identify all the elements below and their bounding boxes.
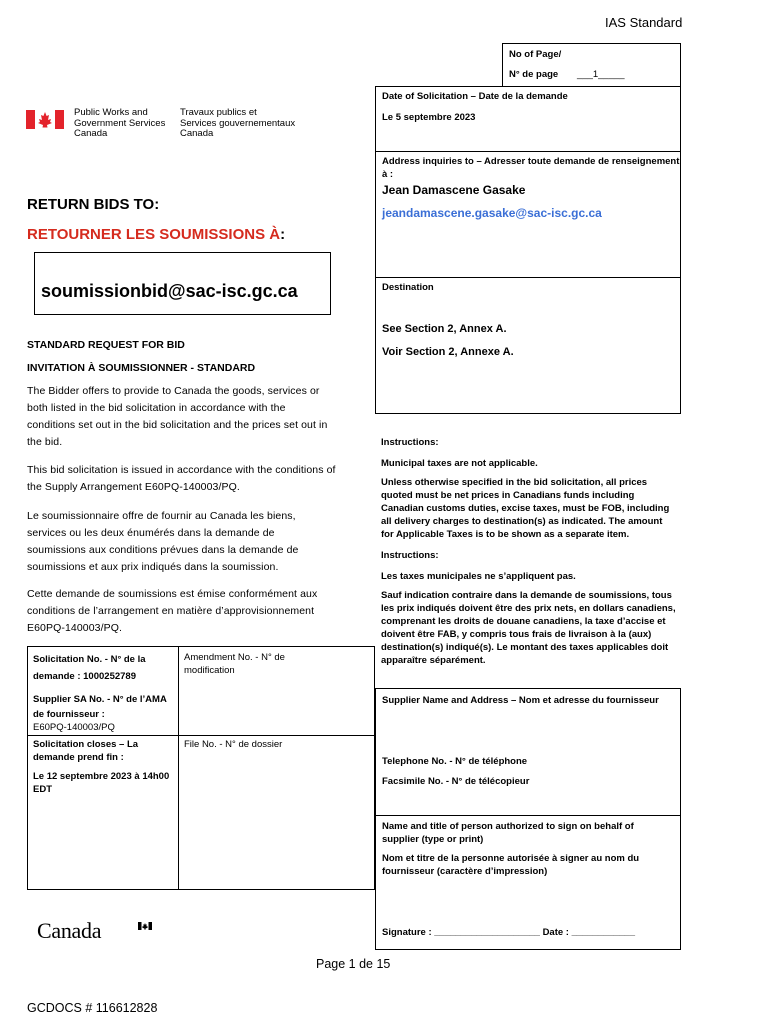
logo-fr-line2: Services gouvernementaux xyxy=(180,117,296,129)
authorized-person-label-fr: Nom et titre de la personne autorisée à signer au nom du fournisseur (caractère d’impression) xyxy=(382,853,640,877)
solicitation-closes-value: Le 12 septembre 2023 à 14h00 EDT xyxy=(33,771,170,795)
return-bids-title-fr-wrap xyxy=(27,226,285,243)
telephone-label: Telephone No. - N° de téléphone xyxy=(382,756,528,767)
return-bids-email-box xyxy=(34,252,331,315)
return-bids-colon: : xyxy=(280,226,286,243)
page-number-box xyxy=(502,43,681,87)
instructions-label-fr: Instructions: xyxy=(381,550,439,561)
request-paragraph-2: This bid solicitation is issued in accordance with the conditions of the Supply Arrangement E60PQ-140003/PQ. xyxy=(27,464,336,493)
facsimile-label: Facsimile No. - N° de télécopieur xyxy=(382,776,530,787)
supplier-sa-value: E60PQ-140003/PQ xyxy=(33,722,115,733)
file-number-label: File No. - N° de dossier xyxy=(184,739,283,750)
canada-wordmark-text: Canada xyxy=(37,918,102,943)
government-logo xyxy=(26,108,366,142)
amendment-number-label: Amendment No. - N° de modification xyxy=(184,652,285,676)
logo-fr-line1: Travaux publics et xyxy=(180,107,257,118)
request-paragraph-4: Cette demande de soumissions est émise conformément aux conditions de l’arrangement en matière d’approvisionnement E60PQ-140003/PQ. xyxy=(27,588,318,634)
logo-en-line2: Government Services xyxy=(74,117,166,129)
page-number-value: ___1_____ xyxy=(577,69,625,80)
canada-flag-icon xyxy=(26,110,64,129)
canada-wordmark xyxy=(37,918,127,948)
solicitation-info-box xyxy=(375,86,681,414)
supplier-name-label: Supplier Name and Address – Nom et adresse du fournisseur xyxy=(382,695,659,706)
page-number-label-fr: N° de page xyxy=(509,69,559,80)
logo-en-line1: Public Works and xyxy=(74,107,148,118)
destination-label: Destination xyxy=(382,282,434,293)
instructions-label-en: Instructions: xyxy=(381,437,439,448)
canada-wordmark-flag-icon xyxy=(138,922,152,930)
page-indicator: Page 1 de 15 xyxy=(316,957,391,971)
return-bids-email[interactable]: soumissionbid@sac-isc.gc.ca xyxy=(41,281,298,301)
solicitation-number: Solicitation No. - N° de la demande : 1000252789 xyxy=(33,654,146,682)
request-title-en: STANDARD REQUEST FOR BID xyxy=(27,339,185,351)
signature-line[interactable]: Signature : ____________________ Date : ____________ xyxy=(382,927,635,938)
request-paragraph-1: The Bidder offers to provide to Canada the goods, services or both listed in the bid solicitation in accordance with the conditions set out in the bid solicitation and the prices set out in the bid. xyxy=(27,385,328,448)
request-paragraph-3: Le soumissionnaire offre de fournir au Canada les biens, services ou les deux énumérés dans la demande de soumissions aux conditions prévues dans la demande de soumissions et aux prix indiqués dans la soumission. xyxy=(27,510,299,573)
address-inquiries-label: Address inquiries to – Adresser toute demande de renseignement à : xyxy=(382,156,680,180)
supplier-sa-label: Supplier SA No. - N° de l’AMA de fournisseur : xyxy=(33,694,167,720)
logo-fr-line3: Canada xyxy=(180,128,214,139)
contact-email[interactable]: jeandamascene.gasake@sac-isc.gc.ca xyxy=(382,206,602,220)
contact-name: Jean Damascene Gasake xyxy=(382,183,526,197)
instructions-body-fr: Sauf indication contraire dans la demande de soumissions, tous les prix indiqués doivent être des prix nets, en dollars canadiens, comprenant les droits de douane canadiens, la taxe d’accise et doivent être FAB, y compris tous frais de livraison à la (aux) destination(s) indiqué(s). Le montant des taxes applicables doit apparaître séparément. xyxy=(381,590,676,666)
page-number-label-en: No of Page/ xyxy=(509,49,562,60)
gcdocs-number: GCDOCS # 116612828 xyxy=(27,1001,158,1015)
destination-line-en: See Section 2, Annex A. xyxy=(382,323,507,335)
instructions-tax-fr: Les taxes municipales ne s’appliquent pas. xyxy=(381,571,576,582)
return-bids-title-en: RETURN BIDS TO: xyxy=(27,196,160,213)
instructions-block xyxy=(381,436,677,667)
authorized-person-label-en: Name and title of person authorized to sign on behalf of supplier (type or print) xyxy=(382,821,634,845)
destination-line-fr: Voir Section 2, Annexe A. xyxy=(382,346,514,358)
logo-en-line3: Canada xyxy=(74,128,108,139)
instructions-tax-en: Municipal taxes are not applicable. xyxy=(381,458,538,469)
supplier-box xyxy=(375,688,681,950)
solicitation-closes-label: Solicitation closes – La demande prend fin : xyxy=(33,739,139,763)
document-standard-label: IAS Standard xyxy=(605,15,683,30)
solicitation-date-label: Date of Solicitation – Date de la demande xyxy=(382,91,568,102)
request-title-fr: INVITATION À SOUMISSIONNER - STANDARD xyxy=(27,362,256,374)
instructions-body-en: Unless otherwise specified in the bid solicitation, all prices quoted must be net prices in Canadians funds including Canadian customs duties, excise taxes, must be FOB, including all delivery charges to destination(s) as indicated. The amount for Applicable Taxes is to be shown as a separate item. xyxy=(381,477,670,540)
solicitation-date-value: Le 5 septembre 2023 xyxy=(382,112,476,123)
return-bids-title-fr: RETOURNER LES SOUMISSIONS À xyxy=(27,226,281,243)
solicitation-table xyxy=(27,646,375,890)
